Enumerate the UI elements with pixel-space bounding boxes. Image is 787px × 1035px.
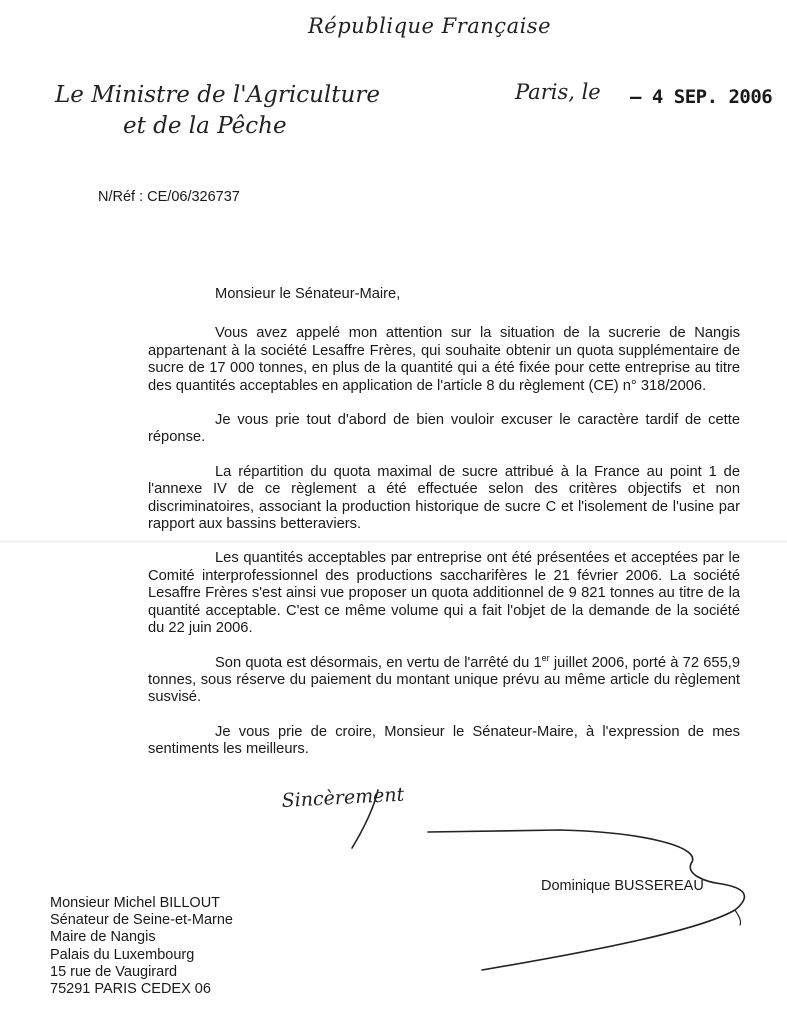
- paragraph-2: Je vous prie tout d'abord de bien vouloir excuser le caractère tardif de cette réponse.: [148, 412, 740, 446]
- paragraph-4: Les quantités acceptables par entreprise ont été présentées et acceptées par le Comité interprofessionnel des productions saccharifères le 21 février 2006. La société Lesaffre Frères s'est ainsi vue proposer un quota additionnel de 9 821 tonnes au titre de la quantité acceptable. C'est ce même volume qui a fait l'objet de la demande de la société du 22 juin 2006.: [148, 550, 740, 637]
- signer-name: Dominique BUSSEREAU: [541, 878, 704, 894]
- recipient-address: [50, 895, 233, 998]
- address-line: Maire de Nangis: [50, 929, 156, 946]
- handwritten-closing: Sincèrement: [281, 783, 405, 812]
- paragraph-6: Je vous prie de croire, Monsieur le Sénateur-Maire, à l'expression de mes sentiments les meilleurs.: [148, 723, 740, 758]
- date-stamp: – 4 SEP. 2006: [630, 86, 773, 108]
- paragraph-5-end: juillet 2006, porté à 72 655,9 tonnes, sous réserve du paiement du montant unique prévu au même article du règlement susvisé.: [148, 654, 740, 706]
- address-line: Sénateur de Seine-et-Marne: [50, 912, 233, 929]
- reference-number: N/Réf : CE/06/326737: [98, 189, 240, 205]
- paragraph-5-start: Son quota est désormais, en vertu de l'arrêté du 1: [215, 654, 542, 671]
- republique-francaise-heading: République Française: [308, 14, 552, 38]
- salutation: Monsieur le Sénateur-Maire,: [215, 286, 401, 302]
- ministry-name-line2: et de la Pêche: [123, 113, 287, 139]
- letter-body: [148, 286, 740, 776]
- place-label: Paris, le: [515, 80, 601, 104]
- signature-stroke: [428, 830, 744, 970]
- signature-tail: [735, 910, 741, 925]
- address-line: Palais du Luxembourg: [50, 946, 195, 963]
- address-line: Monsieur Michel BILLOUT: [50, 895, 221, 911]
- ordinal-superscript: er: [541, 652, 550, 663]
- ministry-name-line1: Le Ministre de l'Agriculture: [55, 82, 380, 108]
- address-line: 75291 PARIS CEDEX 06: [50, 981, 211, 998]
- closing-flourish: [352, 790, 378, 848]
- address-line: 15 rue de Vaugirard: [50, 963, 178, 980]
- paragraph-1: Vous avez appelé mon attention sur la situation de la sucrerie de Nangis appartenant à la société Lesaffre Frères, qui souhaite obtenir un quota supplémentaire de sucre de 17 000 tonnes, en plus de la quantité qui a été fixée pour cette entreprise au titre des quantités acceptables en application de l'article 8 du règlement (CE) n° 318/2006.: [148, 325, 740, 394]
- paragraph-5: [148, 652, 740, 707]
- paragraph-3: La répartition du quota maximal de sucre attribué à la France au point 1 de l'annexe IV de ce règlement a été effectuée selon des critères objectifs et non discriminatoires, associant la production historique de sucre C et l'isolement de l'usine par rapport aux bassins betteraviers.: [148, 463, 740, 533]
